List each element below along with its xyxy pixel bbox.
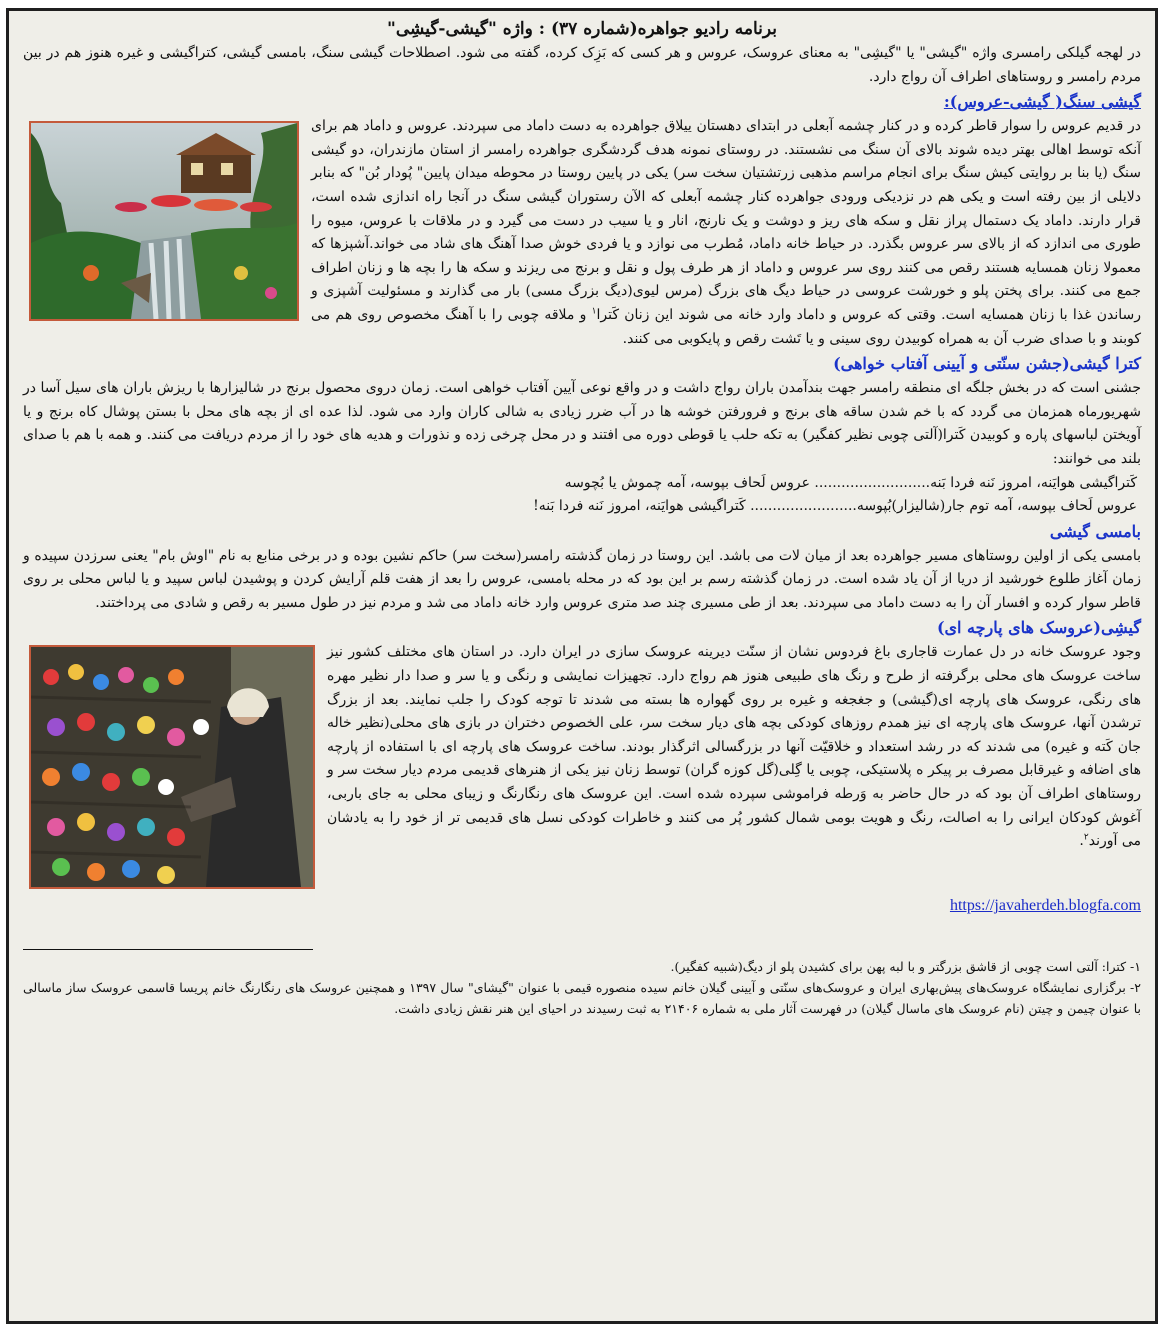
- section-heading-katra-gishi: کترا گیشی(جشن سنّتی و آیینی آفتاب خواهی): [833, 354, 1141, 374]
- section-heading-gishi-sang: گیشی سنگ( گیشی-عروس):: [943, 92, 1141, 112]
- intro-paragraph: در لهجه گیلکی رامسری واژه "گیشی" یا "گیشِی" به معنای عروسک، عروس و هر کسی که بَزِک کرده، گفته می شود. اصطلاحات گیشی سنگ، بامسی گیشی، کتراگیشی و غیره هنوز هم در بین مردم رامسر و روستاهای اطراف آن رواج دارد.: [23, 45, 1141, 85]
- poem-line: کَتراگیشی هوایَنه، امروز نَنه فردا بَنه.......................... عروس لَحاف بپوسه، آمه چموش یا بُچوسه: [564, 474, 1137, 491]
- footnote-separator: [23, 949, 313, 950]
- waterfall-restaurant-photo: [29, 121, 299, 321]
- page-title: برنامه رادیو جواهره(شماره ۳۷) : واژه "گیشی-گیشِی": [387, 19, 777, 39]
- section-text-katra-gishi: جشنی است که در بخش جلگه ای منطقه رامسر جهت بندآمدن باران رواج داشت و در واقع نوعی آیین آفتاب خواهی است. زمان دروی محصول برنج در شالیزارها با ریزش باران های سیل آسا در شهریورماه همزمان می گردد که با خم شدن ساقه های برنج و فرورفتن خوشه ها در آب ضرر زیادی به شالی کاران وارد می شود. لذا عده ای از بچه های محل با بستن پوشال کاه برنج و یا آویختن لباسهای پاره و کوبیدن کَترا(آلتی چوبی نظیر کفگیر) به تکه حلب یا قوطی دوره می افتند و در محل چرخی زده و نذورات و هدیه های خود را از مردم دریافت می کنند. و همه با هم با صدای بلند می خوانند:: [23, 380, 1141, 467]
- poem-line: عروس لَحاف بپوسه، آمه توم جار(شالیزار)بُپوسه........................ کَتراگیشی هوایَنه، امروز نَنه فردا بَنه!: [533, 498, 1137, 515]
- section-text-gishi-sang-end: و ملاقه چوبی را با آهنگ مخصوص روی هم می کوبند و با صدای ضرب آن به همراه کوبیدن روی سینی و یا تَشت رقص و پایکوبی می کنند.: [311, 306, 1141, 347]
- footnote-1: ۱- کترا: آلتی است چوبی از قاشق بزرگتر و با لبه پهن برای کشیدن پلو از دیگ(شبیه کفگیر).: [670, 959, 1141, 975]
- section-text-bamsi-gishi: بامسی یکی از اولین روستاهای مسیر جواهرده بعد از میان لات می باشد. این روستا در زمان گذشته رامسر(سخت سر) حاکم نشین بوده و در برخی منابع به نام "اوش بام" یعنی سرزدن سپیده و زمان آغاز طلوع خورشید از دریا از آن یاد شده است. در زمان گذشته رسم بر این بود که در محله بامسی، عروس را بعد از هفت قلم آرایش کردن و پوشیدن لباس سپید و یا لباس محلی بر روی قاطر سوار کرده و افسار آن را به دست داماد می سپردند. بعد از طی مسیری چند صد متری عروس وارد خانه داماد می شد و مردم نیز در طول مسیر به رقص و شادی می پرداختند.: [23, 547, 1141, 611]
- source-link[interactable]: https://javaherdeh.blogfa.com: [949, 897, 1141, 915]
- section-heading-cloth-dolls: گیشِی(عروسک های پارچه ای): [936, 618, 1141, 638]
- section-text-gishi-sang-body: در قدیم عروس را سوار قاطر کرده و در کنار چشمه آبعلی در ابتدای دهستان ییلاق جواهرده به دست داماد می سپردند. عروس و داماد هم برای آنکه توسط اهالی بهتر دیده شوند بالای آن سنگ می نشستند. در روستای نمونه هدف گردشگری جواهرده رامسر از استان مازندران، دو گیشی سنگ (یا بنا بر روایتی کیش سنگ برای انجام مراسم مذهبی زرتشتیان سخت سر) یکی در پایین روستا در محوطه میدان پایین" پُودار بُن" که بنابر دلایلی از بین رفته است و یکی هم در نزدیکی ورودی جواهرده کنار چشمه آبعلی که الآن رستوران گیشی سنگ در آنجا راه اندازی شده است، قرار دارند. داماد یک دستمال پراز نقل و سکه های ریز و دوشت و یک نارنج، انار و یا سیب در دست می گیرد و در ملاقات با عروس، میوه را طوری می اندازد که از بالای سر عروس بگذرد. در حیاط خانه داماد، مُطرب می نوازد و یا فردی خوش صدا آهنگ های شاد می خواند.آشپزها که معمولا زنان همسایه هستند رقص می کنند روی سر عروس و داماد از هر طرف پول و نقل و برنج می ریزند و سکه ها را بچه ها و زنان اطراف جمع می کنند. برای پختن پلو و خورشت عروسی در حیاط دیگ های بزرگ (مرس لیوی(دیگ بزرگ مسی) بار می گذارند و مسئولیت آشپزی و رساندن غذا با زنان همسایه است. وقتی که عروس و داماد وارد خانه می شوند این زنان کَترا: [311, 118, 1141, 323]
- folk-poem: [23, 472, 1141, 519]
- footnote-marker-1: ۱: [591, 306, 597, 317]
- section-heading-bamsi-gishi: بامسی گیشی: [1049, 521, 1141, 541]
- cloth-dolls-seller-photo: [29, 645, 315, 889]
- footnotes: [23, 956, 1141, 1019]
- section-text-cloth-dolls: وجود عروسک خانه در دل عمارت قاجاری باغ فردوس نشان از سنّت دیرینه عروسک سازی در ایران دارد. در استان های مختلف کشور نیز ساخت عروسک های محلی برگرفته از طرح و رنگ های طبیعی هنوز هم رواج دارد. تجهیزات نمایشی و رنگی و یا سر و صدا دار نظیر مهره های رنگی، عروسک های پارچه ای(گیشی) و جغجغه و غیره بر روی گهواره ها بسته می شدند تا توجه کودک را جلب نمایند. بعد از بزرگ ترشدن آنها، عروسک های پارچه ای نیز همدم روزهای کودکی بچه های دیار سخت سر، علی الخصوص دختران در بازی های محلی(نظیر خاله جان کَته و غیره) می شدند که در رشد استعداد و خلاقیّت آنها در بزرگسالی اثرگذار بودند. ساخت عروسک های پارچه ای با استفاده از پارچه های اضافه و غیرقابل مصرف بر پیکر ه پلاستیکی، چوبی یا گِلی(گل کوزه گران) توسط زنان نیز یکی از هنرهای قدیمی مردم دیار سخت سر و روستاهای اطراف آن بود که در حال حاضر به وَرطه فراموشی سپرده شده است. این عروسک های رنگارنگ و زیبای محلی به جای باربی، آغوش کودکان ایرانی را به اصالت، رنگ و هویت بومی شمال کشور پُر می کنند و خاطرات کودکی نسل های قدیمی تر از خود را به یادشان می آورند$^۲$.: [327, 644, 1141, 850]
- footnote-2: ۲- برگزاری نمایشگاه عروسک‌های پیش‌بهاری ایران و عروسک‌های سنّتی و آیینی گیلان خانم سیده منصوره قیمی با عنوان "گیشای" سال ۱۳۹۷ و همچنین عروسک های رنگارنگ خانم پریسا قاسمی عروسک ساز ماسالی با عنوان چیمن و چیتن (نام عروسک های ماسال گیلان) در فهرست آثار ملی به شماره ۲۱۴۰۶ به ثبت رسیدند در احیای این هنر نقش زیادی داشت.: [23, 980, 1142, 1017]
- footnote-marker-2: ۲: [1083, 832, 1089, 843]
- document-page: [6, 8, 1158, 1324]
- section-text-cloth-dolls-body: وجود عروسک خانه در دل عمارت قاجاری باغ فردوس نشان از سنّت دیرینه عروسک سازی در ایران دارد. در استان های مختلف کشور نیز ساخت عروسک های محلی برگرفته از طرح و رنگ های طبیعی هنوز هم رواج دارد. تجهیزات نمایشی و رنگی و یا سر و صدا دار نظیر مهره های رنگی، عروسک های پارچه ای(گیشی) و جغجغه و غیره بر روی گهواره ها بسته می شدند تا توجه کودک را جلب نمایند. بعد از بزرگ ترشدن آنها، عروسک های پارچه ای نیز همدم روزهای کودکی بچه های دیار سخت سر، علی الخصوص دختران در بازی های محلی(نظیر خاله جان کَته و غیره) می شدند که در رشد استعداد و خلاقیّت آنها در بزرگسالی اثرگذار بودند. ساخت عروسک های پارچه ای با استفاده از پارچه های اضافه و غیرقابل مصرف بر پیکر ه پلاستیکی، چوبی یا گِلی(گل کوزه گران) توسط زنان نیز یکی از هنرهای قدیمی مردم دیار سخت سر و روستاهای اطراف آن بود که در حال حاضر به وَرطه فراموشی سپرده شده است. این عروسک های رنگارنگ و زیبای محلی به جای باربی، آغوش کودکان ایرانی را به اصالت، رنگ و هویت بومی شمال کشور پُر می کنند و خاطرات کودکی نسل های قدیمی تر از خود را به یادشان می آورند: [327, 644, 1141, 850]
